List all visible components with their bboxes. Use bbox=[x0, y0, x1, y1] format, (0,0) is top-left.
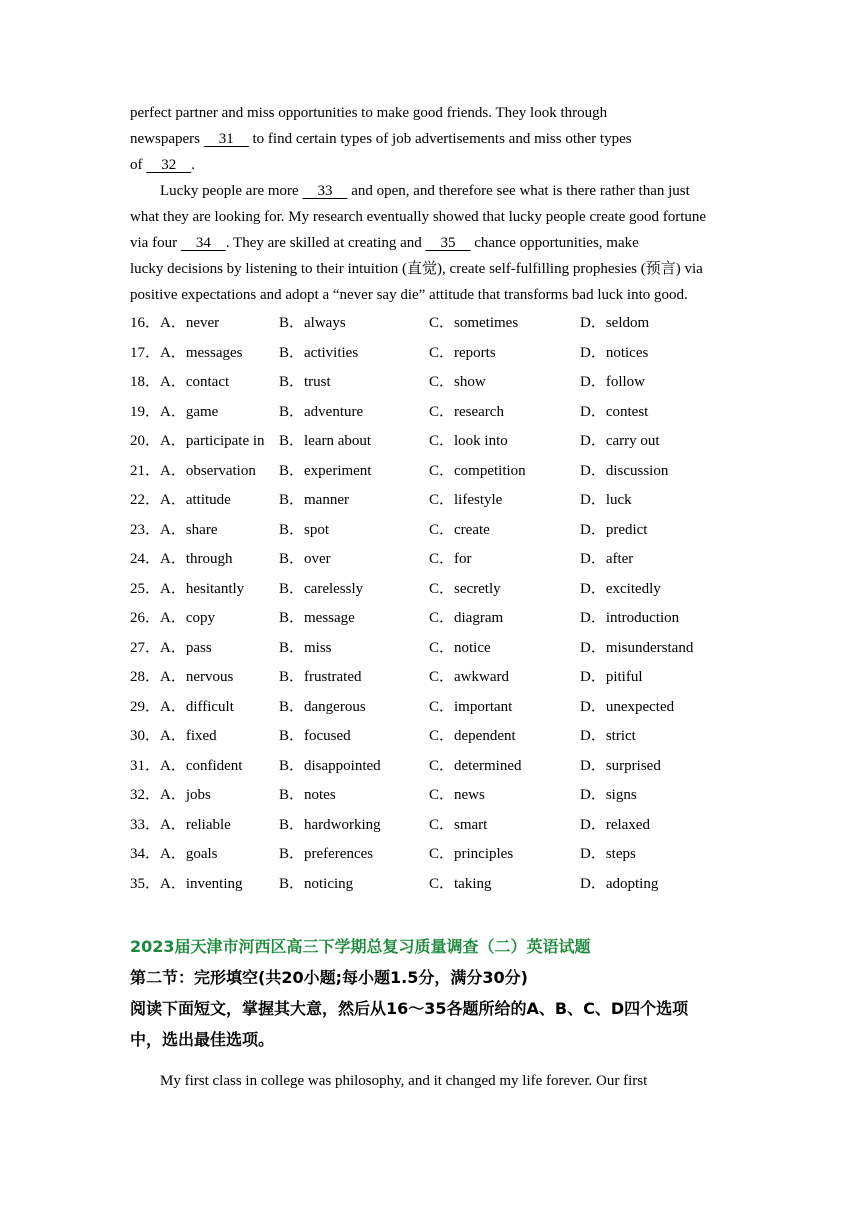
option-d: D．follow bbox=[580, 374, 645, 390]
option-b: B．learn about bbox=[279, 433, 372, 449]
option-d: D．unexpected bbox=[580, 698, 675, 715]
blank-35: 35 bbox=[425, 235, 471, 251]
option-c: C．competition bbox=[429, 462, 526, 479]
question-row bbox=[130, 634, 740, 664]
option-b: B．over bbox=[279, 551, 331, 567]
option-a: A．attitude bbox=[160, 492, 231, 508]
option-a: A．reliable bbox=[160, 816, 231, 833]
passage-text: via four bbox=[130, 235, 181, 251]
option-a: A．share bbox=[160, 521, 218, 538]
question-row bbox=[130, 516, 740, 546]
passage-text: positive expectations and adopt a “never say die” attitude that transforms bad luck into good. bbox=[130, 287, 688, 303]
option-a: A．contact bbox=[160, 374, 230, 390]
question-row bbox=[130, 545, 740, 575]
blank-33: 33 bbox=[302, 183, 348, 199]
option-d: D．discussion bbox=[580, 462, 669, 479]
question-number: 16． bbox=[130, 315, 161, 331]
passage-text: lucky decisions by listening to their intuition (直觉), create self-fulfilling prophesies (预言) via bbox=[130, 261, 703, 277]
option-d: D．seldom bbox=[580, 315, 650, 331]
question-row bbox=[130, 722, 740, 752]
option-b: B．carelessly bbox=[279, 580, 364, 597]
option-c: C．for bbox=[429, 551, 472, 567]
option-d: D．after bbox=[580, 551, 634, 567]
option-b: B．preferences bbox=[279, 846, 374, 862]
question-row bbox=[130, 693, 740, 723]
section-title: 2023届天津市河西区高三下学期总复习质量调查（二）英语试题 bbox=[130, 937, 591, 956]
option-d: D．notices bbox=[580, 344, 649, 361]
option-b: B．manner bbox=[279, 492, 349, 508]
passage-text: to find certain types of job advertisements and miss other types bbox=[248, 131, 632, 147]
question-number: 33． bbox=[130, 816, 161, 833]
option-a: A．pass bbox=[160, 639, 212, 656]
option-a: A．messages bbox=[160, 344, 243, 361]
question-row bbox=[130, 427, 740, 457]
option-b: B．miss bbox=[279, 639, 332, 656]
passage-text: . bbox=[191, 157, 195, 173]
question-number: 35． bbox=[130, 875, 161, 892]
question-row bbox=[130, 870, 740, 900]
passage-text: and open, and therefore see what is there rather than just bbox=[347, 183, 690, 199]
question-number: 23． bbox=[130, 521, 161, 538]
option-c: C．dependent bbox=[429, 728, 516, 744]
option-d: D．carry out bbox=[580, 433, 660, 449]
option-b: B．dangerous bbox=[279, 698, 366, 715]
question-row bbox=[130, 752, 740, 782]
option-c: C．look into bbox=[429, 433, 508, 449]
option-b: B．focused bbox=[279, 728, 351, 744]
question-row bbox=[130, 398, 740, 428]
question-number: 25． bbox=[130, 580, 161, 597]
passage-first-line: My first class in college was philosophy, and it changed my life forever. Our first bbox=[160, 1073, 648, 1089]
section-instruction: 阅读下面短文，掌握其大意，然后从16～35各题所给的A、B、C、D四个选项 bbox=[130, 999, 689, 1018]
option-c: C．awkward bbox=[429, 669, 509, 685]
question-number: 34． bbox=[130, 846, 161, 862]
option-a: A．confident bbox=[160, 757, 243, 774]
option-a: A．goals bbox=[160, 846, 218, 862]
question-number: 28． bbox=[130, 669, 161, 685]
option-a: A．fixed bbox=[160, 728, 217, 744]
next-section bbox=[130, 932, 750, 1055]
option-b: B．always bbox=[279, 315, 346, 331]
passage-text: of bbox=[130, 157, 147, 173]
option-b: B．spot bbox=[279, 521, 330, 538]
option-c: C．sometimes bbox=[429, 315, 519, 331]
passage-text: Lucky people are more bbox=[160, 183, 303, 199]
question-number: 32． bbox=[130, 787, 161, 803]
passage-line bbox=[130, 152, 740, 178]
passage-text: newspapers bbox=[130, 131, 204, 147]
option-d: D．adopting bbox=[580, 875, 659, 892]
option-a: A．difficult bbox=[160, 698, 234, 715]
question-number: 20． bbox=[130, 433, 161, 449]
option-c: C．reports bbox=[429, 344, 496, 361]
option-d: D．excitedly bbox=[580, 580, 661, 597]
passage-line bbox=[130, 282, 740, 308]
question-row bbox=[130, 604, 740, 634]
option-d: D．contest bbox=[580, 403, 649, 420]
question-number: 30． bbox=[130, 728, 161, 744]
option-d: D．signs bbox=[580, 787, 637, 803]
option-d: D．predict bbox=[580, 521, 648, 538]
option-d: D．misunderstand bbox=[580, 639, 694, 656]
passage-line bbox=[130, 126, 740, 152]
option-b: B．adventure bbox=[279, 403, 364, 420]
question-row bbox=[130, 811, 740, 841]
question-row bbox=[130, 781, 740, 811]
section-subtitle: 第二节：完形填空(共20小题;每小题1.5分，满分30分) bbox=[130, 968, 528, 987]
question-number: 21． bbox=[130, 462, 161, 479]
question-row bbox=[130, 457, 740, 487]
question-number: 24． bbox=[130, 551, 161, 567]
option-a: A．hesitantly bbox=[160, 580, 245, 597]
passage-line bbox=[130, 204, 740, 230]
option-a: A．through bbox=[160, 551, 233, 567]
option-b: B．activities bbox=[279, 344, 359, 361]
question-row bbox=[130, 339, 740, 369]
option-d: D．strict bbox=[580, 728, 636, 744]
option-d: D．introduction bbox=[580, 610, 680, 626]
question-number: 26． bbox=[130, 610, 161, 626]
question-row bbox=[130, 663, 740, 693]
option-c: C．diagram bbox=[429, 610, 504, 626]
option-a: A．observation bbox=[160, 462, 256, 479]
section-instruction: 中，选出最佳选项。 bbox=[130, 1030, 275, 1049]
option-c: C．lifestyle bbox=[429, 492, 503, 508]
passage-line bbox=[130, 100, 740, 126]
blank-31: 31 bbox=[203, 131, 249, 147]
blank-34: 34 bbox=[180, 235, 226, 251]
option-b: B．noticing bbox=[279, 875, 354, 892]
option-b: B．message bbox=[279, 610, 355, 626]
passage bbox=[130, 100, 740, 899]
option-a: A．inventing bbox=[160, 875, 243, 892]
option-c: C．smart bbox=[429, 816, 488, 833]
passage-text: perfect partner and miss opportunities to make good friends. They look through bbox=[130, 105, 608, 121]
option-c: C．taking bbox=[429, 875, 492, 892]
option-c: C．secretly bbox=[429, 580, 501, 597]
option-c: C．determined bbox=[429, 757, 522, 774]
option-a: A．jobs bbox=[160, 787, 211, 803]
option-d: D．steps bbox=[580, 846, 636, 862]
question-number: 19． bbox=[130, 403, 161, 420]
option-c: C．notice bbox=[429, 639, 491, 656]
blank-32: 32 bbox=[146, 157, 192, 173]
question-row bbox=[130, 840, 740, 870]
options-list bbox=[130, 309, 740, 899]
option-b: B．hardworking bbox=[279, 816, 381, 833]
option-a: A．nervous bbox=[160, 669, 234, 685]
question-number: 18． bbox=[130, 374, 161, 390]
option-a: A．game bbox=[160, 403, 219, 420]
question-row bbox=[130, 309, 740, 339]
question-row bbox=[130, 368, 740, 398]
option-a: A．participate in bbox=[160, 433, 265, 449]
passage-line bbox=[130, 256, 740, 282]
passage-text: . They are skilled at creating and bbox=[225, 235, 426, 251]
option-c: C．important bbox=[429, 698, 513, 715]
question-row bbox=[130, 575, 740, 605]
passage-text: what they are looking for. My research eventually showed that lucky people create good fortune bbox=[130, 209, 707, 225]
question-number: 31． bbox=[130, 757, 161, 774]
option-a: A．never bbox=[160, 315, 220, 331]
question-number: 22． bbox=[130, 492, 161, 508]
option-c: C．research bbox=[429, 403, 504, 420]
option-b: B．experiment bbox=[279, 462, 372, 479]
option-c: C．create bbox=[429, 521, 490, 538]
question-number: 29． bbox=[130, 698, 161, 715]
question-number: 27． bbox=[130, 639, 161, 656]
option-c: C．news bbox=[429, 787, 485, 803]
passage-line bbox=[130, 230, 740, 256]
question-row bbox=[130, 486, 740, 516]
option-b: B．frustrated bbox=[279, 669, 362, 685]
question-number: 17． bbox=[130, 344, 161, 361]
option-a: A．copy bbox=[160, 610, 215, 626]
option-b: B．disappointed bbox=[279, 757, 381, 774]
option-b: B．trust bbox=[279, 374, 331, 390]
option-d: D．pitiful bbox=[580, 669, 643, 685]
passage-line bbox=[130, 178, 740, 204]
option-c: C．principles bbox=[429, 846, 514, 862]
option-d: D．luck bbox=[580, 492, 632, 508]
option-b: B．notes bbox=[279, 787, 336, 803]
option-d: D．surprised bbox=[580, 757, 661, 774]
option-d: D．relaxed bbox=[580, 816, 650, 833]
passage-text: chance opportunities, make bbox=[470, 235, 639, 251]
option-c: C．show bbox=[429, 374, 486, 390]
